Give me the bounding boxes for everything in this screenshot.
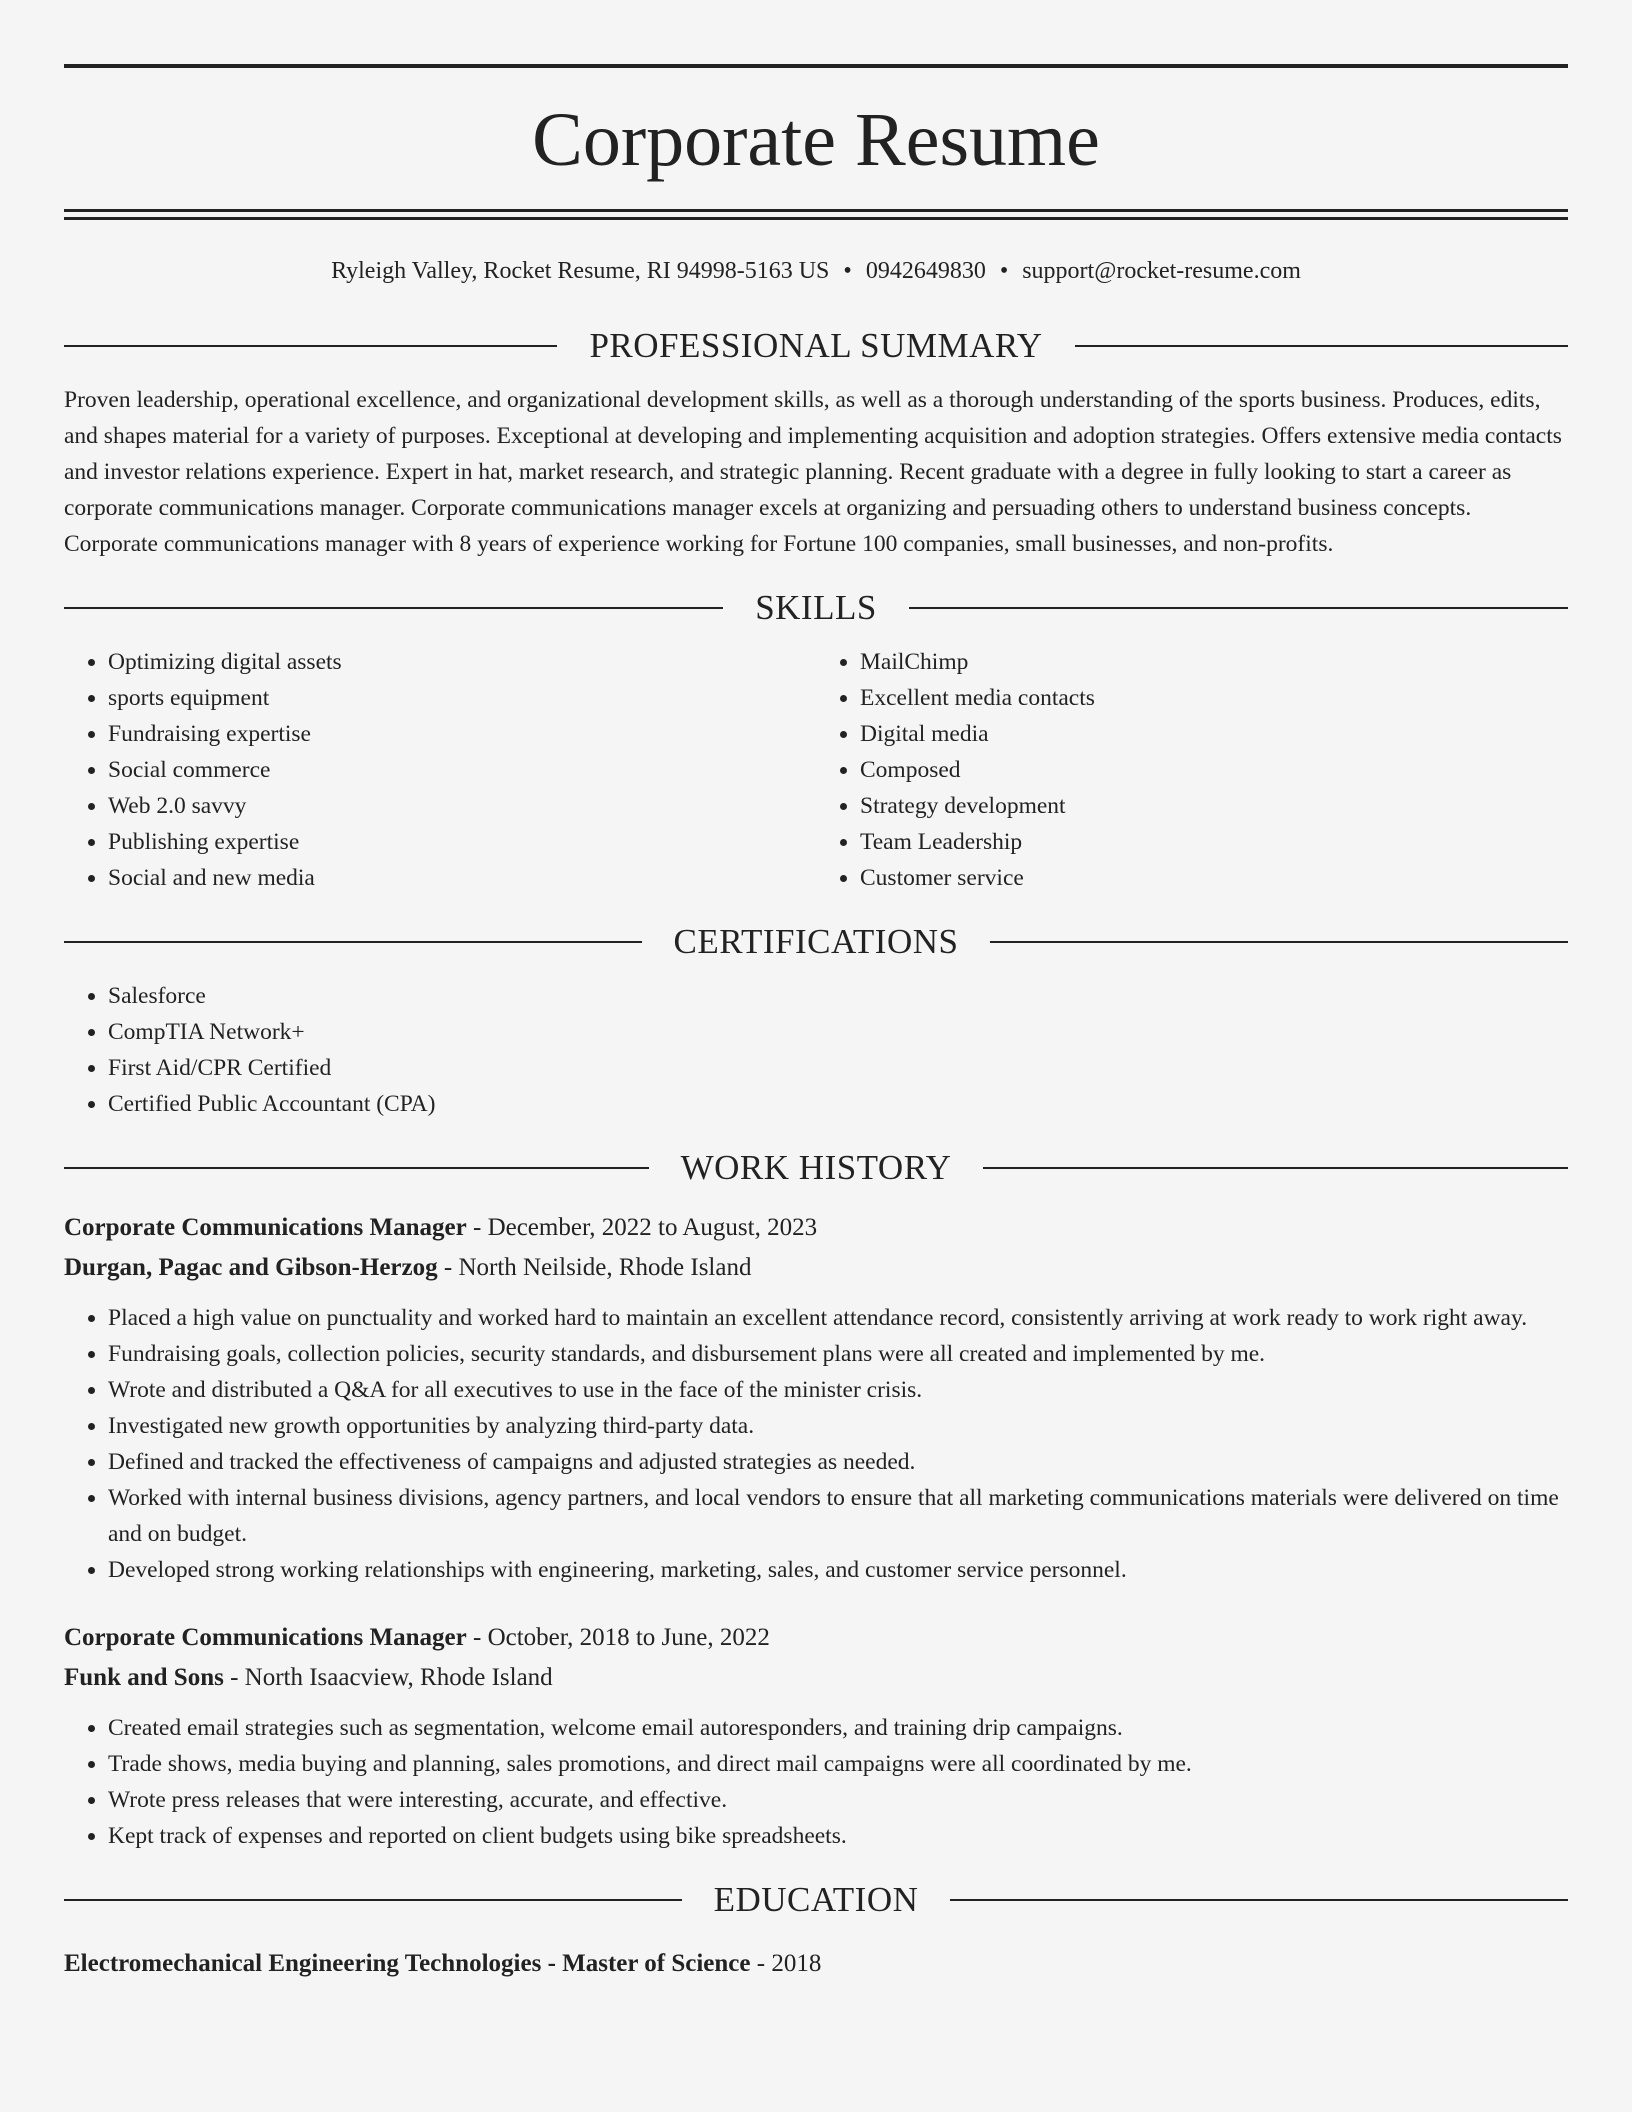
job-bullet: • Wrote press releases that were interesting, accurate, and effective.: [108, 1782, 1568, 1818]
education-year: 2018: [771, 1950, 822, 1977]
divider: [64, 1899, 682, 1901]
certification-item: • Certified Public Accountant (CPA): [108, 1086, 1568, 1122]
certification-item: • CompTIA Network+: [108, 1014, 1568, 1050]
skill-item: • Social commerce: [108, 752, 816, 788]
divider: [64, 1167, 649, 1169]
job-dates: October, 2018 to June, 2022: [487, 1624, 770, 1651]
contact-line: [64, 256, 1568, 286]
divider: [64, 607, 723, 609]
job-dates: December, 2022 to August, 2023: [487, 1214, 818, 1241]
skill-item: • Publishing expertise: [108, 824, 816, 860]
skill-item: • Web 2.0 savvy: [108, 788, 816, 824]
title-double-rule: [64, 209, 1568, 220]
contact-email: support@rocket-resume.com: [1022, 258, 1301, 284]
job-entry: [64, 1618, 1568, 1854]
divider: [64, 345, 557, 347]
contact-separator: •: [999, 258, 1009, 284]
job-bullet: • Created email strategies such as segmentation, welcome email autoresponders, and training drip campaigns.: [108, 1710, 1568, 1746]
contact-separator: •: [843, 258, 852, 284]
job-bullets: [64, 1300, 1568, 1588]
resume-title: Corporate Resume: [532, 98, 1100, 182]
certifications-list: [64, 978, 1568, 1122]
section-title: WORK HISTORY: [680, 1148, 952, 1187]
job-title-line: Corporate Communications Manager - October, 2018 to June, 2022: [64, 1624, 770, 1651]
job-title: Corporate Communications Manager: [64, 1624, 467, 1651]
section-title: PROFESSIONAL SUMMARY: [589, 326, 1043, 365]
divider: [1075, 345, 1568, 347]
skill-item: • Strategy development: [860, 788, 1568, 824]
divider: [909, 607, 1568, 609]
work-history-list: [64, 1208, 1568, 1854]
job-title-line: Corporate Communications Manager - December, 2022 to August, 2023: [64, 1214, 818, 1241]
job-bullet: • Defined and tracked the effectiveness of campaigns and adjusted strategies as needed.: [108, 1444, 1568, 1480]
job-bullet: • Trade shows, media buying and planning, sales promotions, and direct mail campaigns were all coordinated by me.: [108, 1746, 1568, 1782]
skills-right-column: [816, 644, 1568, 896]
certification-item: • First Aid/CPR Certified: [108, 1050, 1568, 1086]
job-company-line: Durgan, Pagac and Gibson-Herzog - North Neilside, Rhode Island: [64, 1254, 752, 1281]
skill-item: • Social and new media: [108, 860, 816, 896]
skill-item: • MailChimp: [860, 644, 1568, 680]
top-rule: [64, 64, 1568, 68]
skill-item: • Optimizing digital assets: [108, 644, 816, 680]
section-title: CERTIFICATIONS: [673, 922, 959, 961]
skill-item: • Digital media: [860, 716, 1568, 752]
skills-left-column: [64, 644, 816, 896]
job-location: North Isaacview, Rhode Island: [244, 1664, 553, 1691]
job-entry: [64, 1208, 1568, 1588]
job-bullet: • Worked with internal business divisions, agency partners, and local vendors to ensure that all marketing communications materials were delivered on time and on budget.: [108, 1480, 1568, 1552]
job-bullet: • Investigated new growth opportunities by analyzing third-party data.: [108, 1408, 1568, 1444]
summary-text: Proven leadership, operational excellence, and organizational development skills, as well as a thorough understanding of the sports business. Produces, edits, and shapes material for a variety of purposes. Exceptional at developing and implementing acquisition and adoption strategies. Offers extensive media contacts and investor relations experience. Expert in hat, market research, and strategic planning. Recent graduate with a degree in fully looking to start a career as corporate communications manager. Corporate communications manager excels at organizing and persuading others to understand business concepts. Corporate communications manager with 8 years of experience working for Fortune 100 companies, small businesses, and non-profits.: [64, 387, 1562, 557]
skills-section-heading: [64, 588, 1568, 628]
section-title: SKILLS: [755, 588, 877, 627]
skill-item: • Customer service: [860, 860, 1568, 896]
education-section-heading: [64, 1880, 1568, 1920]
divider: [990, 941, 1568, 943]
divider: [64, 941, 642, 943]
job-company: Durgan, Pagac and Gibson-Herzog: [64, 1254, 438, 1281]
skill-item: • sports equipment: [108, 680, 816, 716]
education-degree: Master of Science: [562, 1950, 751, 1977]
resume-page: [64, 64, 1568, 1984]
contact-address: Ryleigh Valley, Rocket Resume, RI 94998-5163 US: [331, 258, 830, 284]
job-company: Funk and Sons: [64, 1664, 224, 1691]
skill-item: • Composed: [860, 752, 1568, 788]
job-bullet: • Developed strong working relationships with engineering, marketing, sales, and customer service personnel.: [108, 1552, 1568, 1588]
skill-item: • Fundraising expertise: [108, 716, 816, 752]
divider: [950, 1899, 1568, 1901]
certifications-section-heading: [64, 922, 1568, 962]
job-bullet: • Fundraising goals, collection policies, security standards, and disbursement plans were all created and implemented by me.: [108, 1336, 1568, 1372]
work-section-heading: [64, 1148, 1568, 1188]
skill-item: • Team Leadership: [860, 824, 1568, 860]
job-company-line: Funk and Sons - North Isaacview, Rhode Island: [64, 1664, 553, 1691]
section-title: EDUCATION: [713, 1880, 919, 1919]
summary-section-heading: [64, 326, 1568, 366]
certification-item: • Salesforce: [108, 978, 1568, 1014]
job-bullets: [64, 1710, 1568, 1854]
job-bullet: • Kept track of expenses and reported on client budgets using bike spreadsheets.: [108, 1818, 1568, 1854]
skills-list: [64, 644, 1568, 896]
education-entry: Electromechanical Engineering Technologies - Master of Science - 2018: [64, 1950, 822, 1977]
job-location: North Neilside, Rhode Island: [458, 1254, 752, 1281]
skill-item: • Excellent media contacts: [860, 680, 1568, 716]
job-bullet: • Wrote and distributed a Q&A for all executives to use in the face of the minister crisis.: [108, 1372, 1568, 1408]
job-title: Corporate Communications Manager: [64, 1214, 467, 1241]
education-field: Electromechanical Engineering Technologies: [64, 1950, 542, 1977]
job-bullet: • Placed a high value on punctuality and worked hard to maintain an excellent attendance record, consistently arriving at work ready to work right away.: [108, 1300, 1568, 1336]
contact-phone: 0942649830: [865, 258, 986, 284]
divider: [983, 1167, 1568, 1169]
